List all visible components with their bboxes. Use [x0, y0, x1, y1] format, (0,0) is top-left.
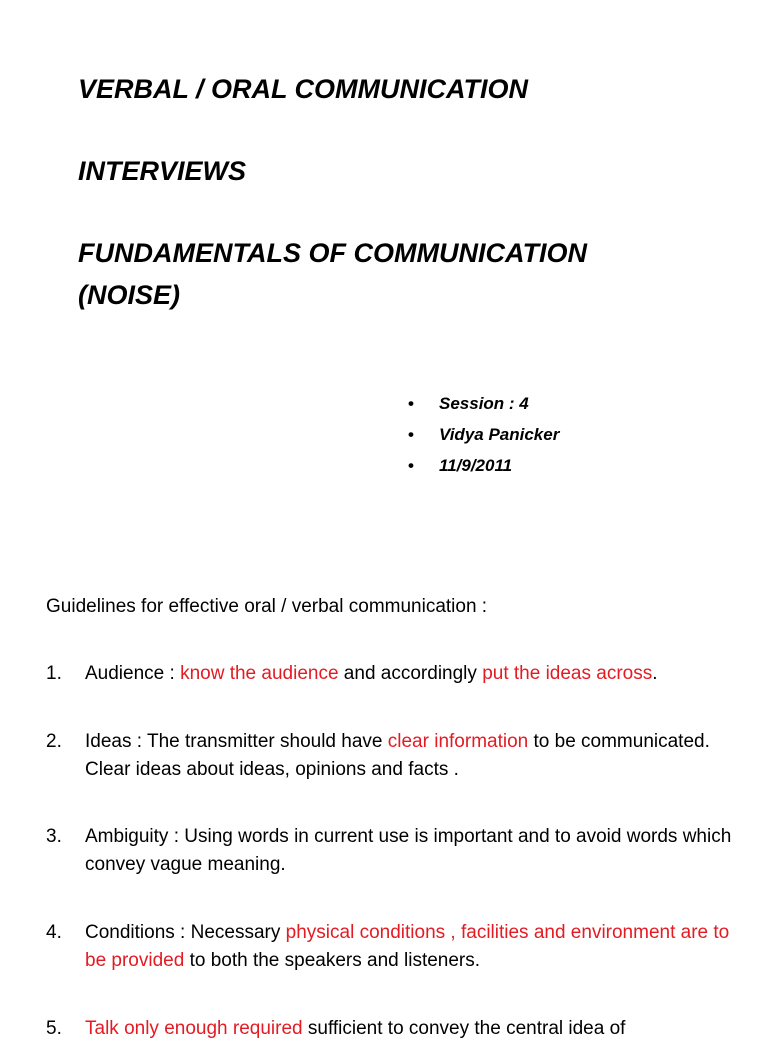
bullet-icon: •	[408, 425, 414, 444]
text-span: to both the speakers and listeners.	[184, 950, 481, 971]
bullet-icon: •	[408, 394, 414, 413]
meta-session-text: Session : 4	[439, 394, 529, 413]
text-span: Audience :	[85, 663, 181, 684]
highlight-text: clear information	[387, 731, 529, 752]
list-item-ambiguity	[46, 823, 746, 879]
guidelines-slide	[0, 560, 768, 1039]
text-span: Ideas : The transmitter should have	[85, 731, 388, 752]
list-item-text	[85, 823, 746, 879]
title-line-verbal-oral: VERBAL / ORAL COMMUNICATION	[78, 74, 528, 104]
list-item-talk	[46, 1015, 746, 1043]
list-item-text	[85, 728, 746, 784]
list-item-text	[85, 660, 746, 688]
list-item-text	[85, 1015, 746, 1043]
meta-presenter-text: Vidya Panicker	[439, 425, 560, 444]
list-item-ideas	[46, 728, 746, 784]
highlight-text: know the audience	[180, 663, 339, 684]
list-item-number: 1.	[46, 663, 62, 684]
guidelines-heading: Guidelines for effective oral / verbal communication :	[46, 596, 488, 617]
list-item-audience	[46, 660, 746, 688]
text-span: sufficient to convey the central idea of	[302, 1018, 626, 1039]
bullet-icon: •	[408, 456, 414, 475]
list-item-number: 4.	[46, 922, 62, 943]
text-span: Ambiguity : Using words in current use is important and to avoid words which convey vague meaning.	[85, 826, 732, 875]
text-span: to be communicated. Clear ideas about ideas, opinions and facts .	[85, 731, 710, 780]
meta-item-presenter	[408, 419, 559, 450]
meta-item-session	[408, 388, 559, 419]
highlight-text: Talk only enough required	[85, 1018, 303, 1039]
title-line-fundamentals: FUNDAMENTALS OF COMMUNICATION	[78, 238, 587, 268]
text-span: .	[652, 663, 658, 684]
title-line-interviews: INTERVIEWS	[78, 156, 247, 186]
text-span: and accordingly	[338, 663, 483, 684]
meta-item-date	[408, 450, 559, 481]
meta-date-text: 11/9/2011	[439, 456, 513, 475]
list-item-number: 5.	[46, 1018, 62, 1039]
list-item-text	[85, 919, 746, 975]
list-item-conditions	[46, 919, 746, 975]
list-item-number: 2.	[46, 731, 62, 752]
list-item-number: 3.	[46, 826, 62, 847]
highlight-text: put the ideas across	[482, 663, 653, 684]
highlight-text: physical conditions , facilities and environment are to be provided	[85, 922, 730, 971]
text-span: Conditions : Necessary	[85, 922, 286, 943]
session-meta-list	[408, 388, 559, 481]
title-line-noise: (NOISE)	[78, 280, 181, 310]
